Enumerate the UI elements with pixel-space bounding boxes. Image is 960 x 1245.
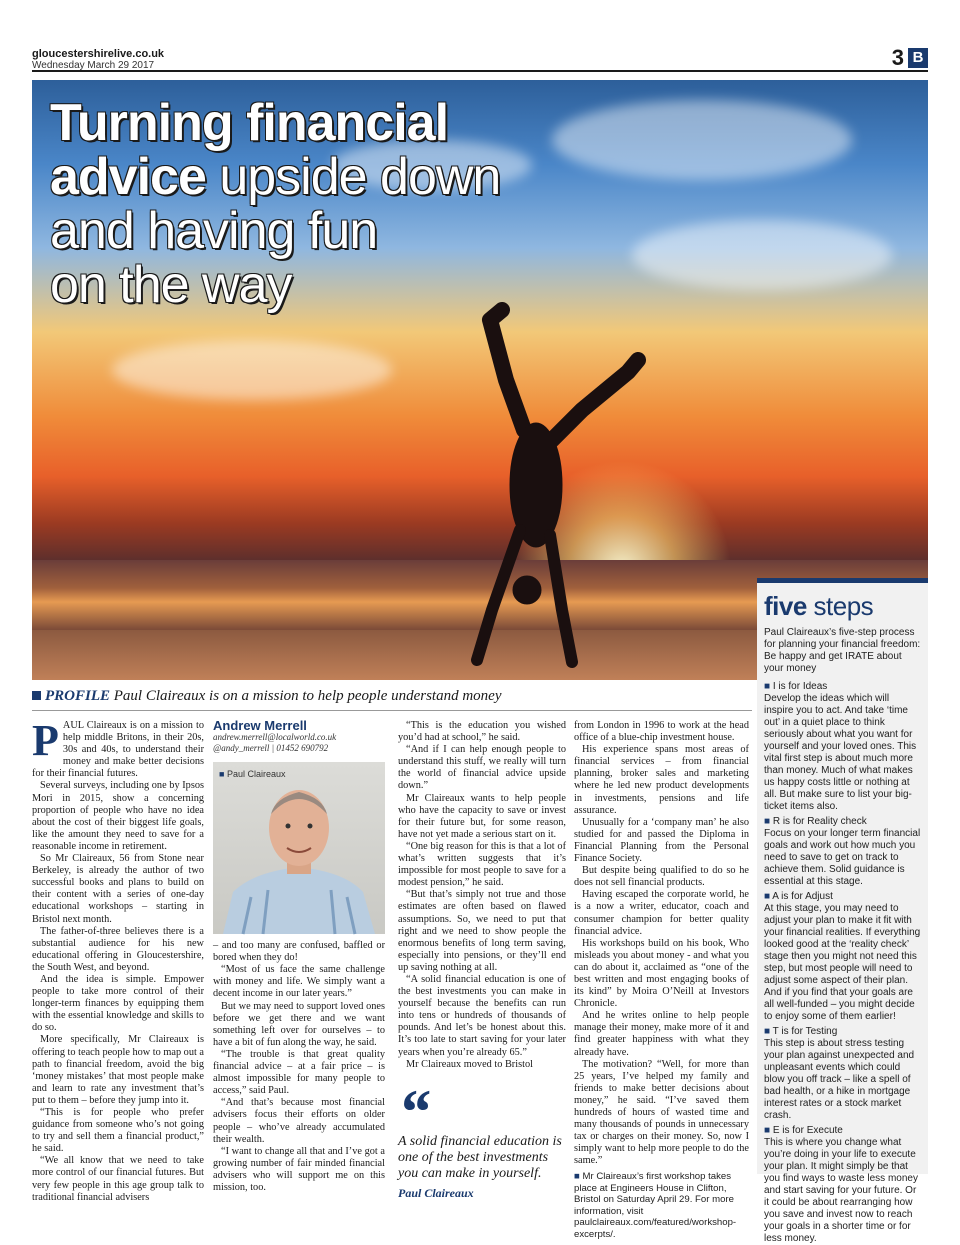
- step-body: Focus on your longer term financial goals and work out how much you need to save to get on track to achieve them. Solid guidance is essential at this stage.: [764, 828, 921, 887]
- article-paragraph: “This is the education you wished you’d had at school,” he said.: [398, 720, 566, 744]
- quote-mark-icon: “: [398, 1076, 430, 1147]
- article-paragraph: So Mr Claireaux, 56 from Stone near Berkeley, is already the author of two successful books and plans to build on their content with a series of one-day educational workshops – starting in Bristol next month.: [32, 853, 204, 925]
- step-title: ■ R is for Reality check: [764, 816, 921, 828]
- article-paragraph: Unusually for a ‘company man’ he also studied for and passed the Diploma in Financial Planning from the Personal Finance Society.: [574, 816, 749, 865]
- step-body: Develop the ideas which will inspire you to act. And take ‘time out’ in a quiet place to think seriously about what you want for yourself and your loved ones. This vital first step is about much more than money. Much of what makes us happy costs little or nothing at all. But make sure to list your big-ticket items also.: [764, 693, 917, 812]
- article-paragraph: Several surveys, including one by Ipsos Mori in 2015, show a concerning proportion of people who have no idea about the cost of their biggest life goals, like the amount they need to save for a reasonable income in retirement.: [32, 780, 204, 852]
- step-body: This step is about stress testing your plan against unexpected and unpleasant events which could blow you off track – like a spell of bad health, or a hike in mortgage interest rates or a stock market crash.: [764, 1038, 915, 1121]
- article-paragraph: “Most of us face the same challenge with money and life. We simply want a decent income in our later years.”: [213, 964, 385, 1000]
- article-paragraph: Mr Claireaux wants to help people who have the capacity to save or invest for their future but, for some reason, have not yet made a serious start on it.: [398, 792, 566, 840]
- pull-quote: [398, 1076, 566, 1201]
- sidebar-title: five steps: [764, 591, 874, 621]
- article-paragraph: More specifically, Mr Claireaux is offering to teach people how to map out a path to financial freedom, avoid the big ‘money mistakes’ that most people make and learn to rate any investment that’s put to them – before they jump into it.: [32, 1034, 204, 1106]
- article-paragraph: – and too many are confused, baffled or bored when they do!: [213, 940, 385, 964]
- sidebar-intro: Paul Claireaux’s five-step process for planning your financial freedom: Be happy and get IRATE about your money: [764, 627, 921, 674]
- article-paragraph: “But that’s simply not true and those estimates are often based on flawed assumptions. So, we need to put that right and we need to show people the enormous benefits of long term saving, especially into pensions, or they’ll end up saving nothing at all.: [398, 889, 566, 973]
- divider: [32, 710, 752, 711]
- byline-email: andrew.merrell@localworld.co.uk: [213, 732, 337, 743]
- article-paragraph: The motivation? “Well, for more than 25 years, I’ve helped my family and friends to make better decisions about money,” he said. “I’ve saved them hundreds of hours of wasted time and many thousands of pounds in unnecessary tax or charges on their money. So, now I simply want to help more people to do the same.”: [574, 1058, 749, 1167]
- masthead: [32, 46, 928, 72]
- article-paragraph: “And that’s because most financial advisers focus their efforts on older people – who’ve already accumulated their wealth.: [213, 1097, 385, 1145]
- headline-line-1: Turning financial: [50, 94, 449, 152]
- handstand-silhouette: [432, 310, 652, 670]
- headline-line-3: and having fun: [50, 202, 378, 260]
- article-paragraph: And he writes online to help people manage their money, make more of it and find greater happiness with what they already have.: [574, 1010, 749, 1058]
- photo-caption: ■ Paul Claireaux: [219, 768, 285, 780]
- article-paragraph: “One big reason for this is that a lot of what’s written suggests that it’s impossible for most people to save for a modest pension,” he said.: [398, 840, 566, 889]
- strap-text: Paul Claireaux is on a mission to help people understand money: [110, 688, 502, 704]
- article-column-3: [398, 720, 566, 1071]
- article-column-2: [213, 720, 385, 1194]
- headline-line-2-bold: advice: [50, 148, 206, 206]
- pull-quote-attribution: Paul Claireaux: [398, 1186, 474, 1200]
- portrait-illustration: [213, 762, 385, 934]
- article-paragraph: But despite being qualified to do so he does not sell financial products.: [574, 865, 749, 889]
- workshop-note: ■ Mr Claireaux’s first workshop takes place at Engineers House in Clifton, Bristol on Saturday April 29. For more information, visit paulclaireaux.com/featured/workshop-excerpts/.: [574, 1171, 749, 1240]
- step-title: ■ I is for Ideas: [764, 681, 921, 693]
- article-paragraph: Having escaped the corporate world, he is a now a writer, educator, coach and consumer champion for better quality financial advice.: [574, 889, 749, 937]
- headline-line-4: on the way: [50, 256, 292, 314]
- article-paragraph: And the idea is simple. Empower people to take more control of their longer-term finances by equipping them with the essential knowledge and skills to do so.: [32, 973, 204, 1034]
- article-column-4: [574, 720, 749, 1240]
- strap-label: PROFILE: [45, 688, 111, 704]
- article-paragraph: His workshops build on his book, Who misleads you about money - and what you can do about it, acclaimed as “one of the best written and most engaging books of its kind” by Moira O’Neill at Investors Chronicle.: [574, 937, 749, 1010]
- article-paragraph: Mr Claireaux moved to Bristol: [406, 1058, 533, 1070]
- portrait-photo: [213, 762, 385, 934]
- step-title: ■ E is for Execute: [764, 1125, 921, 1137]
- section-badge: B: [908, 48, 928, 68]
- article-paragraph: PAUL Claireaux is on a mission to help middle Britons, in their 20s, 30s and 40s, to understand their money and make better decisions for their financial futures.: [32, 716, 204, 780]
- article-paragraph: “The trouble is that great quality financial advice – at a fair price – is almost impossible for many people to access,” said Paul.: [213, 1048, 385, 1097]
- square-bullet-icon: [32, 691, 41, 700]
- article-paragraph: “We all know that we need to take more control of our financial futures. But very few people in this age group talk to traditional financial advisers: [32, 1155, 204, 1203]
- article-paragraph: “A solid financial education is one of the best investments you can make in yourself because the benefits can run into tens or hundreds of thousands of pounds. And let’s be honest about this. It’s too late to start saving for your later years when you’re already 65.”: [398, 973, 566, 1058]
- article-paragraph: “And if I can help enough people to understand this stuff, we really will turn the world of financial advice upside down.”: [398, 744, 566, 792]
- step-body: This is where you change what you’re doing in your life to execute your plan. It might simply be that you find ways to waste less money and start saving for your future. Or it could be about rearranging how you save and invest now to reach your goals in a shorter time or for less money.: [764, 1137, 918, 1244]
- article-column-1: [32, 716, 204, 1204]
- step-body: At this stage, you may need to adjust your plan to make it fit with your financial realities. If everything looked good at the ‘reality check’ stage then you might not need this step, but most people will need to adjust some aspect of their plan. And if you find that your goals are all well-funded – you might decide to enjoy some of them earlier!: [764, 903, 921, 1022]
- article-paragraph: from London in 1996 to work at the head office of a blue-chip investment house.: [574, 720, 749, 744]
- five-steps-sidebar: [757, 578, 928, 1244]
- step-title: ■ T is for Testing: [764, 1026, 921, 1038]
- headline-line-2-light: upside down: [205, 148, 501, 206]
- drop-cap: P: [32, 716, 59, 765]
- article-paragraph: “This is for people who prefer guidance from someone who’s not going to try and sell them a financial product,” he said.: [32, 1107, 204, 1155]
- site-name: gloucestershirelive.co.uk: [32, 48, 165, 60]
- article-paragraph: But we may need to support loved ones before we get there and we want something left over for ourselves – to have a bit of fun along the way, he said.: [213, 1000, 385, 1048]
- pull-quote-text: A solid financial education is one of the best investments you can make in yourself.: [398, 1134, 562, 1181]
- page-number: 3: [891, 45, 904, 70]
- byline-contact: @andy_merrell | 01452 690792: [213, 743, 329, 754]
- profile-strapline: [32, 688, 752, 705]
- byline-name: Andrew Merrell: [213, 718, 307, 733]
- headline: [50, 96, 610, 312]
- article-paragraph: His experience spans most areas of financial services – from financial planning, broker sales and marketing where he led new product developments in investments, pensions and life assurance.: [574, 744, 749, 816]
- article-paragraph: The father-of-three believes there is a substantial audience for his new educational offering in Gloucestershire, the South West, and beyond.: [32, 925, 204, 973]
- step-title: ■ A is for Adjust: [764, 891, 921, 903]
- article-paragraph: “I want to change all that and I’ve got a growing number of fair minded financial advisers who will support me on this mission, too.: [213, 1145, 385, 1193]
- publication-date: Wednesday March 29 2017: [32, 60, 155, 71]
